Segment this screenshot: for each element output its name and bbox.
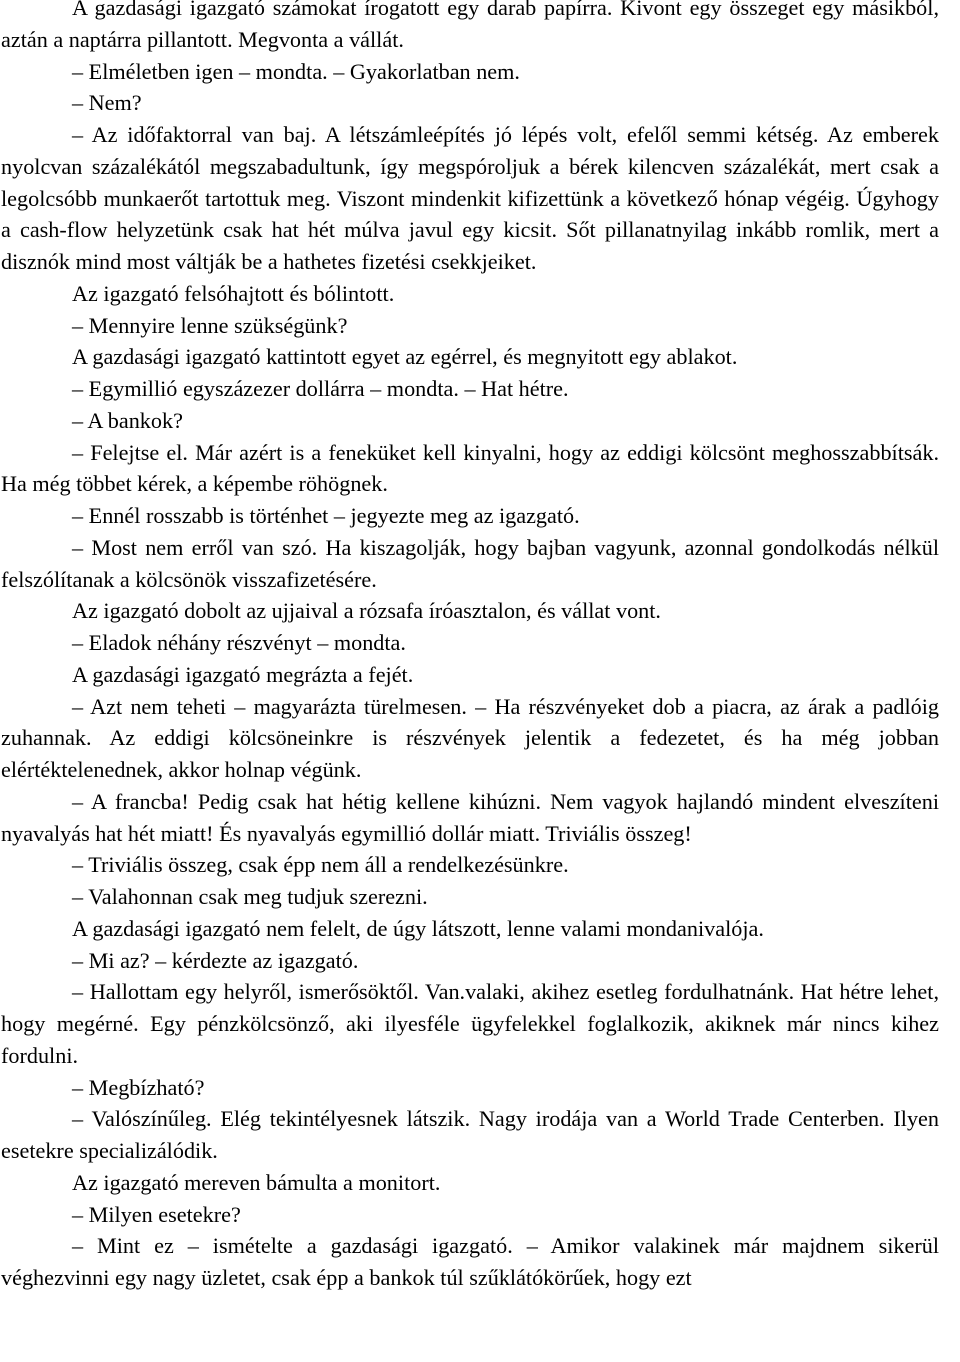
paragraph: Az igazgató felsóhajtott és bólintott. (72, 280, 395, 306)
paragraph: – Felejtse el. Már azért is a feneküket kell kinyalni, hogy az eddigi kölcsönt meghosszabbítsák. Ha még többet kérek, a képembe röhögnek. (1, 439, 939, 497)
paragraph: – Eladok néhány részvényt – mondta. (72, 630, 406, 655)
paragraph: – Ennél rosszabb is történhet – jegyezte meg az igazgató. (72, 503, 580, 528)
paragraph: – Elméletben igen – mondta. – Gyakorlatban nem. (72, 58, 520, 84)
paragraph: A gazdasági igazgató nem felelt, de úgy látszott, lenne valami mondanivalója. (72, 915, 764, 941)
paragraph: A gazdasági igazgató megrázta a fejét. (72, 661, 414, 687)
paragraph: Az igazgató dobolt az ujjaival a rózsafa íróasztalon, és vállat vont. (72, 598, 661, 624)
paragraph: – Mi az? – kérdezte az igazgató. (72, 947, 359, 973)
paragraph: – Az időfaktorral van baj. A létszámleépítés jó lépés volt, efelől semmi kétség. Az emberek nyolcvan százalékától megszabadultunk, így megspóroljuk a bérek kilencven százalékát, mert csak a legolcsóbb munkaerőt tartottuk meg. Viszont mindenkit kifizettünk a következő hónap végéig. Úgyhogy a cash-flow helyzetünk csak hat hét múlva javul egy kicsit. Sőt pillanatnyilag inkább romlik, mert a disznók mind most váltják be a hathetes fizetési csekkjeiket. (1, 122, 939, 274)
paragraph: A gazdasági igazgató kattintott egyet az egérrel, és megnyitott egy ablakot. (72, 344, 738, 370)
paragraph: – Azt nem teheti – magyarázta türelmesen. – Ha részvényeket dob a piacra, az árak a padlóig zuhannak. Az eddigi kölcsöneinkre is részvények jelentik a fedezetet, és ha még jobban elértéktelenednek, akkor holnap végünk. (1, 693, 939, 782)
paragraph: – Valószínűleg. Elég tekintélyesnek látszik. Nagy irodája van a World Trade Centerben. Ilyen esetekre specializálódik. (1, 1106, 939, 1163)
paragraph: A gazdasági igazgató számokat írogatott egy darab papírra. Kivont egy összeget egy másikból, aztán a naptárra pillantott. Megvonta a vállát. (1, 0, 939, 52)
paragraph: – A bankok? (72, 407, 183, 433)
paragraph: – Egymillió egyszázezer dollárra – mondta. – Hat hétre. (72, 376, 569, 401)
paragraph: – A francba! Pedig csak hat hétig kellene kihúzni. Nem vagyok hajlandó mindent elveszíteni nyavalyás hat hét miatt! És nyavalyás egymillió dollár miatt. Triviális összeg! (1, 788, 939, 846)
paragraph: – Valahonnan csak meg tudjuk szerezni. (72, 884, 428, 909)
paragraph: – Mint ez – ismételte a gazdasági igazgató. – Amikor valakinek már majdnem sikerül véghezvinni egy nagy üzletet, csak épp a bankok túl szűklátókörűek, hogy ezt (1, 1233, 939, 1290)
paragraph: – Nem? (72, 90, 142, 116)
paragraph: – Mennyire lenne szükségünk? (72, 312, 348, 338)
paragraph: – Triviális összeg, csak épp nem áll a rendelkezésünkre. (72, 852, 569, 878)
paragraph: Az igazgató mereven bámulta a monitort. (72, 1169, 441, 1195)
paragraph: – Megbízható? (72, 1074, 205, 1100)
paragraph: – Hallottam egy helyről, ismerősöktől. Van.valaki, akihez esetleg fordulhatnánk. Hat hétre lehet, hogy megérné. Egy pénzkölcsönző, aki ilyesféle ügyfelekkel foglalkozik, akiknek már nincs kihez fordulni. (1, 979, 939, 1068)
document-body (1, 0, 939, 1294)
paragraph: – Milyen esetekre? (72, 1201, 241, 1227)
paragraph: – Most nem erről van szó. Ha kiszagolják, hogy bajban vagyunk, azonnal gondolkodás nélkül felszólítanak a kölcsönök visszafizetésére. (1, 534, 939, 592)
